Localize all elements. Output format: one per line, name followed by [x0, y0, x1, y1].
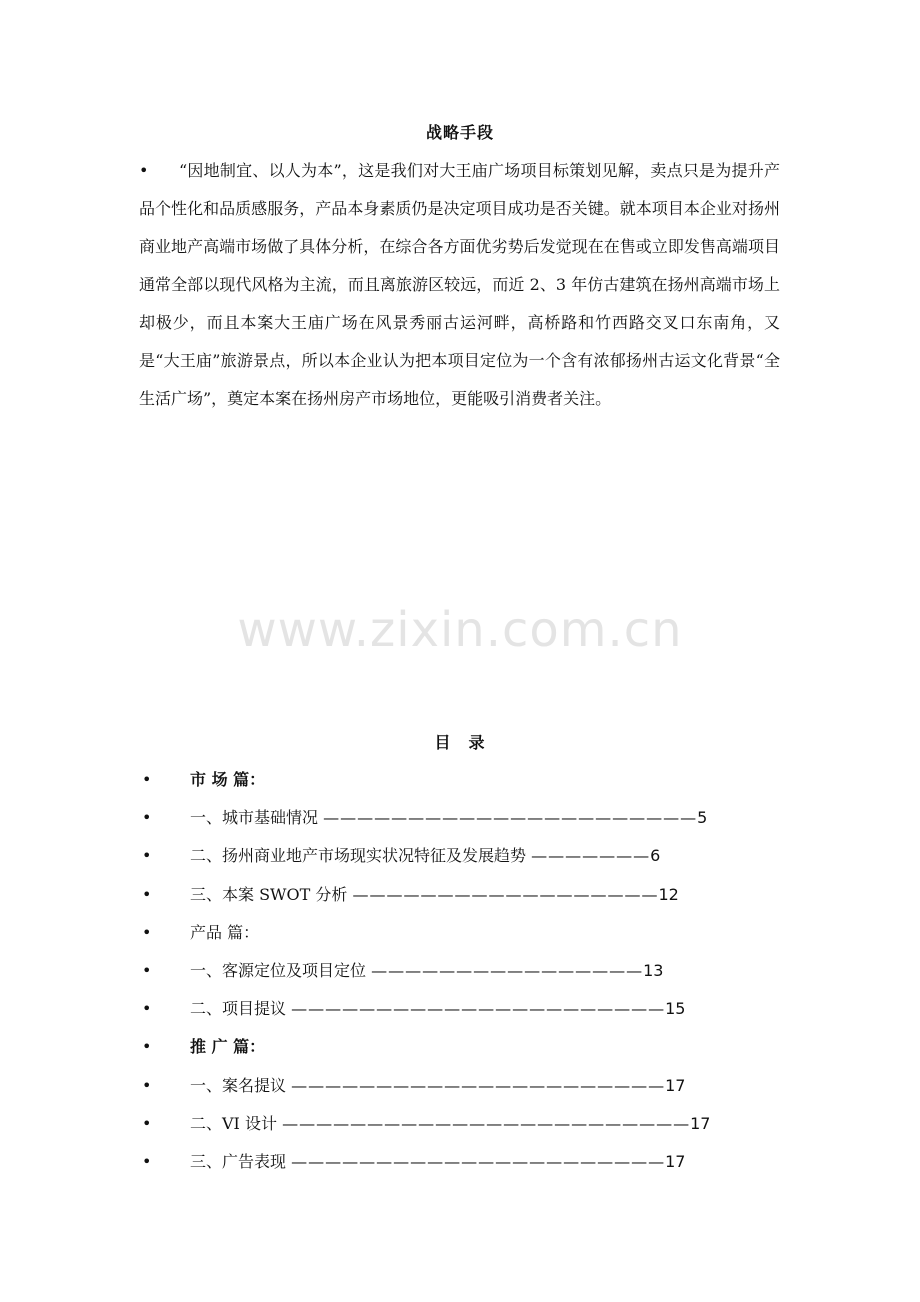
toc-bullet: • — [142, 770, 152, 789]
toc-item — [139, 1028, 739, 1066]
toc-page-number: 17 — [690, 1113, 711, 1133]
toc-bullet: • — [142, 1151, 152, 1171]
toc-entry-title: 市 场 篇： — [190, 770, 266, 789]
toc-item — [139, 761, 739, 799]
toc-entry — [190, 761, 265, 799]
toc-entry-title: 二、VI 设计 — [190, 1113, 283, 1133]
toc-entry-title: 产品 篇： — [190, 922, 260, 942]
toc-leader: ———————————————— — [371, 960, 644, 980]
toc-item — [139, 1105, 739, 1143]
toc-leader: —————————————————————— — [323, 808, 698, 828]
table-of-contents — [139, 761, 739, 1181]
toc-entry-title: 三、广告表现 — [190, 1151, 292, 1171]
toc-page-number: 17 — [665, 1075, 686, 1095]
toc-entry-title: 一、案名提议 — [190, 1075, 292, 1095]
toc-leader: —————————————————— — [352, 884, 659, 904]
toc-entry — [190, 876, 679, 914]
toc-page-number: 12 — [658, 884, 679, 904]
watermark: www.zixin.com.cn — [237, 602, 683, 658]
toc-entry-title: 推 广 篇： — [190, 1037, 266, 1057]
toc-entry — [190, 952, 663, 990]
toc-bullet: • — [142, 884, 152, 904]
toc-heading: 目 录 — [434, 733, 486, 752]
toc-entry-title: 二、扬州商业地产市场现实状况特征及发展趋势 — [190, 846, 532, 866]
toc-page-number: 6 — [650, 846, 661, 866]
toc-leader: —————————————————————— — [291, 999, 666, 1019]
toc-bullet: • — [142, 960, 152, 980]
toc-leader: —————————————————————— — [291, 1075, 666, 1095]
toc-item — [139, 1067, 739, 1105]
toc-entry — [190, 990, 685, 1028]
toc-entry — [190, 914, 259, 952]
toc-item — [139, 952, 739, 990]
toc-entry — [190, 837, 660, 875]
toc-page-number: 17 — [665, 1151, 686, 1171]
toc-entry — [190, 1067, 685, 1105]
toc-bullet: • — [142, 999, 152, 1019]
toc-bullet: • — [142, 1037, 152, 1057]
toc-entry-title: 一、客源定位及项目定位 — [190, 960, 372, 980]
toc-entry — [190, 1105, 710, 1143]
toc-item — [139, 837, 739, 875]
toc-entry — [190, 799, 707, 837]
toc-item — [139, 914, 739, 952]
toc-item — [139, 1143, 739, 1181]
section-heading: 战略手段 — [425, 123, 494, 142]
intro-block — [139, 152, 780, 418]
toc-item — [139, 990, 739, 1028]
toc-entry-title: 二、项目提议 — [190, 999, 292, 1019]
toc-leader: ———————————————————————— — [282, 1113, 691, 1133]
toc-page-number: 15 — [665, 999, 686, 1019]
toc-entry — [190, 1028, 265, 1066]
toc-bullet: • — [142, 808, 152, 828]
toc-item — [139, 799, 739, 837]
bullet-marker: • — [139, 161, 149, 180]
toc-entry-title: 一、城市基础情况 — [190, 808, 324, 828]
toc-bullet: • — [142, 846, 152, 866]
intro-paragraph: “因地制宜、以人为本”，这是我们对大王庙广场项目标策划见解，卖点只是为提升产品个性化和品质感服务，产品本身素质仍是决定项目成功是否关键。就本项目本企业对扬州商业地产高端市场做了具体分析，在综合各方面优劣势后发觉现在在售或立即发售高端项目通常全部以现代风格为主流，而且离旅游区较远，而近 2、3 年仿古建筑在扬州高端市场上却极少，而且本案大王庙广场在风景秀丽古运河畔，高桥路和竹西路交叉口东南角，又是“大王庙”旅游景点，所以本企业认为把本项目定位为一个含有浓郁扬州古运文化背景“全生活广场”，奠定本案在扬州房产市场地位，更能吸引消费者关注。 — [139, 161, 780, 408]
toc-item — [139, 876, 739, 914]
toc-leader: —————————————————————— — [291, 1151, 666, 1171]
toc-bullet: • — [142, 1075, 152, 1095]
toc-entry-title: 三、本案 SWOT 分析 — [190, 884, 353, 904]
toc-bullet: • — [142, 922, 152, 942]
toc-page-number: 5 — [697, 808, 708, 828]
toc-page-number: 13 — [643, 960, 664, 980]
toc-entry — [190, 1143, 685, 1181]
toc-bullet: • — [142, 1113, 152, 1133]
toc-leader: ——————— — [531, 846, 651, 866]
